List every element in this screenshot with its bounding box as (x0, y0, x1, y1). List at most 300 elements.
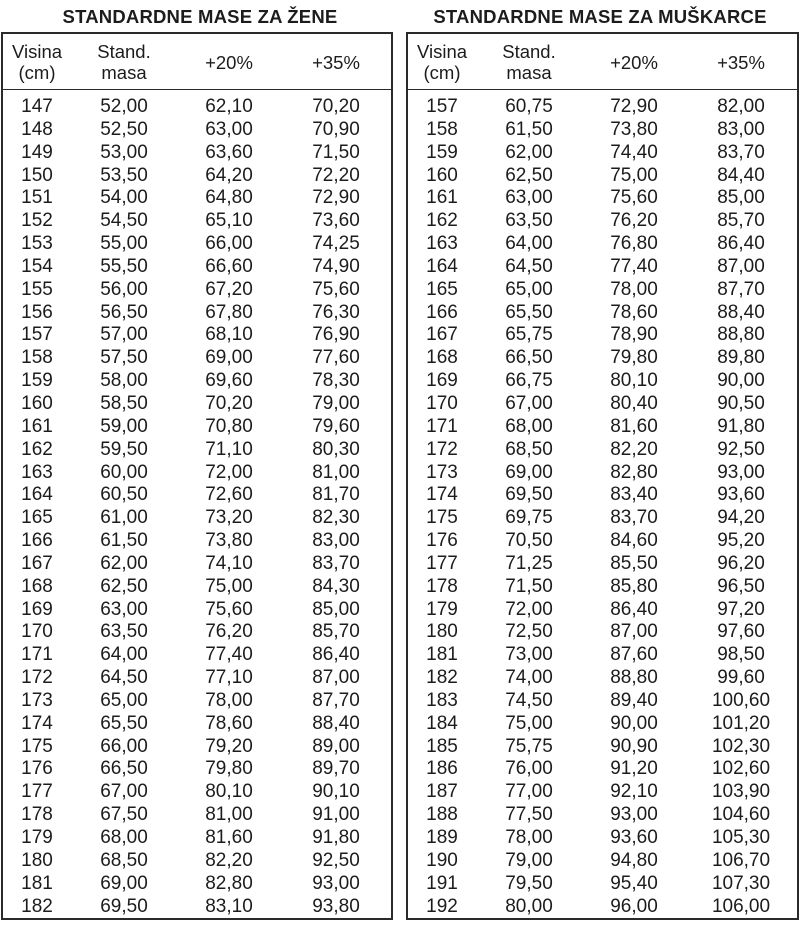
plus-20-cell: 74,40 (610, 141, 658, 163)
height-cell: 181 (21, 872, 53, 894)
standard-mass-cell: 52,00 (100, 96, 148, 117)
height-cell: 186 (426, 758, 458, 780)
column-header-height: Visina (cm) (416, 41, 468, 83)
height-cell: 177 (21, 781, 53, 803)
standard-mass-cell: 77,50 (505, 804, 553, 826)
plus-20-cell: 75,00 (610, 164, 658, 186)
plus-35-cell: 93,60 (717, 484, 765, 506)
table-row (408, 279, 797, 302)
height-cell: 162 (21, 438, 53, 460)
table-row (3, 599, 391, 622)
height-cell: 180 (426, 621, 458, 643)
height-cell: 183 (426, 689, 458, 711)
standard-mass-cell: 57,50 (100, 347, 148, 369)
standard-mass-cell: 63,50 (100, 621, 148, 643)
standard-mass-cell: 63,00 (100, 598, 148, 620)
table-row (3, 416, 391, 439)
height-cell: 150 (21, 164, 53, 186)
plus-35-cell: 88,80 (717, 324, 765, 346)
plus-35-cell: 79,00 (312, 392, 360, 414)
plus-35-cell: 74,90 (312, 255, 360, 277)
plus-35-cell: 90,00 (717, 370, 765, 392)
height-cell: 163 (21, 461, 53, 483)
table-row (408, 302, 797, 325)
plus-35-cell: 81,00 (312, 461, 360, 483)
plus-35-cell: 86,40 (312, 644, 360, 666)
plus-35-cell: 105,30 (711, 827, 771, 848)
height-cell: 164 (426, 255, 458, 277)
table-row (408, 142, 797, 165)
table-row (3, 896, 391, 919)
standard-mass-cell: 55,00 (100, 233, 148, 255)
plus-20-cell: 67,20 (205, 278, 253, 300)
height-cell: 154 (21, 255, 53, 277)
plus-20-cell: 69,60 (205, 370, 253, 392)
table-row (408, 804, 797, 827)
height-cell: 165 (21, 507, 53, 529)
table-row (3, 873, 391, 896)
height-cell: 166 (426, 301, 458, 323)
height-cell: 179 (21, 827, 53, 848)
height-cell: 177 (426, 552, 458, 574)
table-row (408, 256, 797, 279)
plus-20-cell: 72,60 (205, 484, 253, 506)
plus-35-cell: 91,00 (312, 804, 360, 826)
height-cell: 181 (426, 644, 458, 666)
plus-20-cell: 76,20 (610, 210, 658, 232)
table-row (408, 324, 797, 347)
plus-35-cell: 101,20 (711, 712, 771, 734)
table-row (408, 530, 797, 553)
table-row (3, 690, 391, 713)
height-cell: 185 (426, 735, 458, 757)
table-row (3, 370, 391, 393)
table-row (3, 347, 391, 370)
plus-20-cell: 65,10 (205, 210, 253, 232)
column-header-height: Visina (cm) (11, 41, 63, 83)
standard-mass-cell: 78,00 (505, 827, 553, 848)
column-header-plus-20: +20% (610, 51, 658, 73)
standard-mass-cell: 66,50 (100, 758, 148, 780)
height-cell: 169 (21, 598, 53, 620)
plus-20-cell: 73,20 (205, 507, 253, 529)
standard-mass-cell: 58,00 (100, 370, 148, 392)
table-row (408, 553, 797, 576)
standard-mass-cell: 70,50 (505, 530, 553, 552)
standard-mass-cell: 58,50 (100, 392, 148, 414)
plus-35-cell: 103,90 (711, 781, 771, 803)
table-row (3, 96, 391, 119)
table-row (3, 507, 391, 530)
standard-mass-cell: 65,50 (505, 301, 553, 323)
plus-35-cell: 89,00 (312, 735, 360, 757)
men-table-header (408, 34, 797, 90)
height-cell: 189 (426, 827, 458, 848)
height-cell: 162 (426, 210, 458, 232)
height-cell: 174 (426, 484, 458, 506)
table-row (408, 484, 797, 507)
standard-mass-cell: 64,00 (100, 644, 148, 666)
table-row (3, 142, 391, 165)
height-cell: 160 (21, 392, 53, 414)
plus-20-cell: 62,10 (205, 96, 253, 117)
standard-mass-cell: 69,50 (100, 895, 148, 917)
height-cell: 168 (426, 347, 458, 369)
plus-35-cell: 107,30 (711, 872, 771, 894)
plus-20-cell: 94,80 (610, 849, 658, 871)
plus-35-cell: 84,30 (312, 575, 360, 597)
table-row (408, 210, 797, 233)
standard-mass-cell: 68,50 (505, 438, 553, 460)
table-row (408, 896, 797, 919)
plus-20-cell: 75,60 (205, 598, 253, 620)
plus-20-cell: 82,20 (205, 849, 253, 871)
height-cell: 149 (21, 141, 53, 163)
plus-20-cell: 84,60 (610, 530, 658, 552)
plus-35-cell: 75,60 (312, 278, 360, 300)
standard-mass-cell: 68,50 (100, 849, 148, 871)
standard-mass-cell: 54,50 (100, 210, 148, 232)
plus-20-cell: 77,40 (205, 644, 253, 666)
plus-35-cell: 83,00 (312, 530, 360, 552)
height-cell: 161 (21, 415, 53, 437)
plus-35-cell: 86,40 (717, 233, 765, 255)
height-cell: 157 (21, 324, 53, 346)
standard-mass-cell: 66,50 (505, 347, 553, 369)
plus-20-cell: 80,10 (610, 370, 658, 392)
plus-20-cell: 82,80 (205, 872, 253, 894)
column-header-standard-mass: Stand. masa (97, 41, 151, 83)
standard-mass-cell: 69,50 (505, 484, 553, 506)
table-row (408, 781, 797, 804)
plus-35-cell: 85,70 (312, 621, 360, 643)
standard-mass-cell: 65,00 (100, 689, 148, 711)
standard-mass-cell: 74,00 (505, 667, 553, 689)
standard-mass-cell: 68,00 (100, 827, 148, 848)
height-cell: 159 (426, 141, 458, 163)
plus-20-cell: 75,00 (205, 575, 253, 597)
table-row (408, 462, 797, 485)
table-row (3, 736, 391, 759)
table-row (3, 713, 391, 736)
plus-35-cell: 97,20 (717, 598, 765, 620)
standard-mass-cell: 77,00 (505, 781, 553, 803)
plus-35-cell: 83,00 (717, 118, 765, 140)
plus-35-cell: 87,70 (312, 689, 360, 711)
standard-mass-cell: 80,00 (505, 895, 553, 917)
plus-35-cell: 84,40 (717, 164, 765, 186)
plus-35-cell: 93,80 (312, 895, 360, 917)
plus-35-cell: 94,20 (717, 507, 765, 529)
table-row (3, 119, 391, 142)
plus-20-cell: 73,80 (205, 530, 253, 552)
standard-mass-cell: 63,00 (505, 187, 553, 209)
table-row (3, 302, 391, 325)
plus-35-cell: 92,50 (717, 438, 765, 460)
table-row (408, 667, 797, 690)
plus-35-cell: 82,30 (312, 507, 360, 529)
table-row (408, 393, 797, 416)
table-row (408, 119, 797, 142)
table-row (408, 187, 797, 210)
plus-35-cell: 87,70 (717, 278, 765, 300)
height-cell: 163 (426, 233, 458, 255)
table-row (408, 439, 797, 462)
standard-mass-cell: 74,50 (505, 689, 553, 711)
table-row (408, 370, 797, 393)
height-cell: 164 (21, 484, 53, 506)
table-row (408, 736, 797, 759)
standard-mass-cell: 63,50 (505, 210, 553, 232)
standard-mass-cell: 57,00 (100, 324, 148, 346)
standard-mass-cell: 68,00 (505, 415, 553, 437)
plus-20-cell: 77,10 (205, 667, 253, 689)
table-row (3, 758, 391, 781)
table-row (408, 96, 797, 119)
standard-mass-cell: 56,50 (100, 301, 148, 323)
standard-mass-cell: 65,75 (505, 324, 553, 346)
plus-20-cell: 91,20 (610, 758, 658, 780)
plus-20-cell: 83,40 (610, 484, 658, 506)
standard-mass-cell: 61,50 (505, 118, 553, 140)
plus-35-cell: 106,00 (711, 895, 771, 917)
table-row (408, 416, 797, 439)
height-cell: 176 (426, 530, 458, 552)
height-cell: 166 (21, 530, 53, 552)
height-cell: 184 (426, 712, 458, 734)
table-row (408, 873, 797, 896)
plus-35-cell: 93,00 (717, 461, 765, 483)
plus-20-cell: 78,60 (205, 712, 253, 734)
standard-mass-cell: 52,50 (100, 118, 148, 140)
standard-mass-cell: 61,50 (100, 530, 148, 552)
table-row (408, 713, 797, 736)
plus-35-cell: 85,70 (717, 210, 765, 232)
height-cell: 160 (426, 164, 458, 186)
plus-20-cell: 79,80 (610, 347, 658, 369)
plus-20-cell: 72,90 (610, 96, 658, 117)
standard-mass-cell: 76,00 (505, 758, 553, 780)
height-cell: 192 (426, 895, 458, 917)
column-header-standard-mass: Stand. masa (502, 41, 556, 83)
standard-mass-cell: 72,50 (505, 621, 553, 643)
women-weight-table (1, 32, 393, 920)
height-cell: 187 (426, 781, 458, 803)
height-cell: 158 (21, 347, 53, 369)
column-header-plus-20: +20% (205, 51, 253, 73)
standard-mass-cell: 62,50 (100, 575, 148, 597)
standard-mass-cell: 75,75 (505, 735, 553, 757)
height-cell: 175 (21, 735, 53, 757)
height-cell: 148 (21, 118, 53, 140)
plus-20-cell: 70,80 (205, 415, 253, 437)
standard-mass-cell: 67,00 (505, 392, 553, 414)
table-row (3, 324, 391, 347)
table-row (3, 439, 391, 462)
height-cell: 155 (21, 278, 53, 300)
standard-mass-cell: 60,50 (100, 484, 148, 506)
table-row (3, 667, 391, 690)
women-table-body (3, 96, 391, 918)
plus-20-cell: 74,10 (205, 552, 253, 574)
height-cell: 172 (21, 667, 53, 689)
height-cell: 167 (426, 324, 458, 346)
table-row (408, 644, 797, 667)
plus-35-cell: 98,50 (717, 644, 765, 666)
plus-35-cell: 102,60 (711, 758, 771, 780)
height-cell: 152 (21, 210, 53, 232)
height-cell: 176 (21, 758, 53, 780)
height-cell: 178 (21, 804, 53, 826)
plus-20-cell: 83,70 (610, 507, 658, 529)
table-row (408, 507, 797, 530)
plus-35-cell: 71,50 (312, 141, 360, 163)
men-table-title: STANDARDNE MASE ZA MUŠKARCE (433, 6, 767, 27)
table-row (3, 553, 391, 576)
plus-35-cell: 90,10 (312, 781, 360, 803)
men-table-body (408, 96, 797, 918)
plus-20-cell: 87,60 (610, 644, 658, 666)
plus-35-cell: 72,90 (312, 187, 360, 209)
plus-20-cell: 81,00 (205, 804, 253, 826)
table-row (408, 233, 797, 256)
height-cell: 171 (21, 644, 53, 666)
table-row (408, 599, 797, 622)
plus-20-cell: 76,80 (610, 233, 658, 255)
standard-mass-cell: 66,00 (100, 735, 148, 757)
table-row (408, 165, 797, 188)
height-cell: 178 (426, 575, 458, 597)
standard-mass-cell: 75,00 (505, 712, 553, 734)
height-cell: 190 (426, 849, 458, 871)
plus-35-cell: 73,60 (312, 210, 360, 232)
standard-mass-cell: 65,50 (100, 712, 148, 734)
plus-20-cell: 80,40 (610, 392, 658, 414)
standard-mass-cell: 65,00 (505, 278, 553, 300)
standard-mass-cell: 66,75 (505, 370, 553, 392)
height-cell: 168 (21, 575, 53, 597)
standard-mass-cell: 54,00 (100, 187, 148, 209)
height-cell: 170 (426, 392, 458, 414)
standard-mass-cell: 69,00 (505, 461, 553, 483)
plus-35-cell: 80,30 (312, 438, 360, 460)
height-cell: 156 (21, 301, 53, 323)
table-row (3, 576, 391, 599)
table-row (408, 850, 797, 873)
plus-20-cell: 90,90 (610, 735, 658, 757)
standard-mass-cell: 62,00 (505, 141, 553, 163)
table-row (408, 827, 797, 850)
plus-35-cell: 83,70 (717, 141, 765, 163)
plus-35-cell: 88,40 (717, 301, 765, 323)
plus-35-cell: 102,30 (711, 735, 771, 757)
height-cell: 161 (426, 187, 458, 209)
plus-20-cell: 87,00 (610, 621, 658, 643)
standard-mass-cell: 62,00 (100, 552, 148, 574)
plus-35-cell: 76,90 (312, 324, 360, 346)
plus-35-cell: 70,20 (312, 96, 360, 117)
plus-20-cell: 63,60 (205, 141, 253, 163)
height-cell: 159 (21, 370, 53, 392)
plus-35-cell: 106,70 (711, 849, 771, 871)
standard-mass-cell: 79,00 (505, 849, 553, 871)
plus-20-cell: 89,40 (610, 689, 658, 711)
height-cell: 175 (426, 507, 458, 529)
plus-35-cell: 88,40 (312, 712, 360, 734)
plus-20-cell: 86,40 (610, 598, 658, 620)
standard-mass-cell: 53,00 (100, 141, 148, 163)
table-row (408, 576, 797, 599)
plus-20-cell: 93,60 (610, 827, 658, 848)
height-cell: 182 (426, 667, 458, 689)
table-row (3, 462, 391, 485)
standard-mass-cell: 71,25 (505, 552, 553, 574)
plus-35-cell: 99,60 (717, 667, 765, 689)
standard-mass-cell: 60,75 (505, 96, 553, 117)
plus-20-cell: 79,80 (205, 758, 253, 780)
table-row (3, 621, 391, 644)
table-row (408, 347, 797, 370)
height-cell: 158 (426, 118, 458, 140)
table-row (3, 210, 391, 233)
plus-35-cell: 93,00 (312, 872, 360, 894)
table-row (3, 279, 391, 302)
column-header-plus-35: +35% (312, 51, 360, 73)
plus-35-cell: 76,30 (312, 301, 360, 323)
height-cell: 151 (21, 187, 53, 209)
plus-20-cell: 67,80 (205, 301, 253, 323)
height-cell: 182 (21, 895, 53, 917)
table-row (3, 827, 391, 850)
standard-mass-cell: 69,75 (505, 507, 553, 529)
plus-35-cell: 90,50 (717, 392, 765, 414)
plus-20-cell: 96,00 (610, 895, 658, 917)
plus-35-cell: 85,00 (312, 598, 360, 620)
plus-20-cell: 81,60 (610, 415, 658, 437)
plus-35-cell: 70,90 (312, 118, 360, 140)
plus-35-cell: 92,50 (312, 849, 360, 871)
plus-35-cell: 72,20 (312, 164, 360, 186)
plus-35-cell: 91,80 (312, 827, 360, 848)
plus-35-cell: 89,80 (717, 347, 765, 369)
table-row (3, 484, 391, 507)
plus-35-cell: 87,00 (717, 255, 765, 277)
plus-35-cell: 104,60 (711, 804, 771, 826)
plus-20-cell: 76,20 (205, 621, 253, 643)
plus-20-cell: 69,00 (205, 347, 253, 369)
plus-35-cell: 79,60 (312, 415, 360, 437)
men-weight-table (406, 32, 799, 920)
plus-20-cell: 81,60 (205, 827, 253, 848)
plus-20-cell: 82,20 (610, 438, 658, 460)
plus-20-cell: 85,80 (610, 575, 658, 597)
table-row (408, 758, 797, 781)
plus-20-cell: 78,00 (610, 278, 658, 300)
height-cell: 174 (21, 712, 53, 734)
plus-20-cell: 70,20 (205, 392, 253, 414)
standard-mass-cell: 56,00 (100, 278, 148, 300)
height-cell: 165 (426, 278, 458, 300)
plus-35-cell: 95,20 (717, 530, 765, 552)
standard-mass-cell: 62,50 (505, 164, 553, 186)
plus-20-cell: 82,80 (610, 461, 658, 483)
plus-20-cell: 78,60 (610, 301, 658, 323)
table-row (3, 165, 391, 188)
plus-35-cell: 96,20 (717, 552, 765, 574)
standard-mass-cell: 64,50 (505, 255, 553, 277)
plus-20-cell: 93,00 (610, 804, 658, 826)
plus-35-cell: 96,50 (717, 575, 765, 597)
